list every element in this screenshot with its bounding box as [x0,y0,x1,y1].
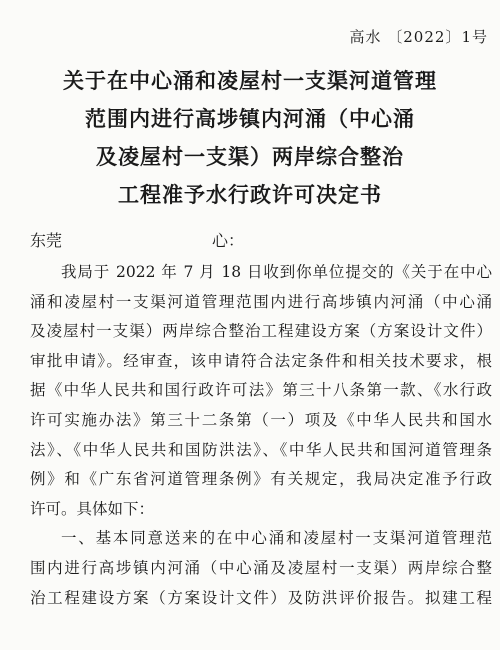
paragraph-1-line: 我局于 2022 年 7 月 18 日收到你单位提交的《关于在中心 [61,263,492,281]
paragraph-1-line: 许可。具体如下： [30,499,155,518]
title-line: 范围内进行高埗镇内河涌（中心涌 [85,107,415,131]
paragraph-1-line: 许可实施办法》第三十二条第（一）项及《中华人民共和国水 [30,410,492,429]
document-number: 高水 〔2022〕1号 [349,28,488,46]
paragraph-1-line: 涌和凌屋村一支渠河道管理范围内进行高埗镇内河涌（中心涌 [30,292,492,311]
paragraph-1-line: 及凌屋村一支渠）两岸综合整治工程建设方案（方案设计文件） [30,322,492,341]
title-line: 关于在中心涌和凌屋村一支渠河道管理 [63,69,437,93]
paragraph-1-line: 据《中华人民共和国行政许可法》第三十八条第一款、《水行政 [30,381,492,400]
addressee [30,228,244,251]
title-line: 及凌屋村一支渠）两岸综合整治 [96,145,404,169]
paragraph-2-line: 一、基本同意送来的在中心涌和凌屋村一支渠河道管理范 [61,529,492,548]
paragraph-1-line: 例》和《广东省河道管理条例》有关规定，我局决定准予行政 [30,470,492,489]
document-body [30,258,492,613]
paragraph-1-line: 审批申请》。经审查，该申请符合法定条件和相关技术要求，根 [30,351,492,370]
paragraph-1-line: 法》、《中华人民共和国防洪法》、《中华人民共和国河道管理条 [30,440,492,459]
document-title [0,62,500,214]
title-line: 工程准予水行政许可决定书 [118,183,382,207]
addressee-start: 东莞 [30,231,63,250]
addressee-end: 心： [212,231,245,250]
paragraph-2-line: 治工程建设方案（方案设计文件）及防洪评价报告。拟建工程 [30,588,492,607]
paragraph-2-line: 围内进行高埗镇内河涌（中心涌及凌屋村一支渠）两岸综合整 [30,558,492,577]
